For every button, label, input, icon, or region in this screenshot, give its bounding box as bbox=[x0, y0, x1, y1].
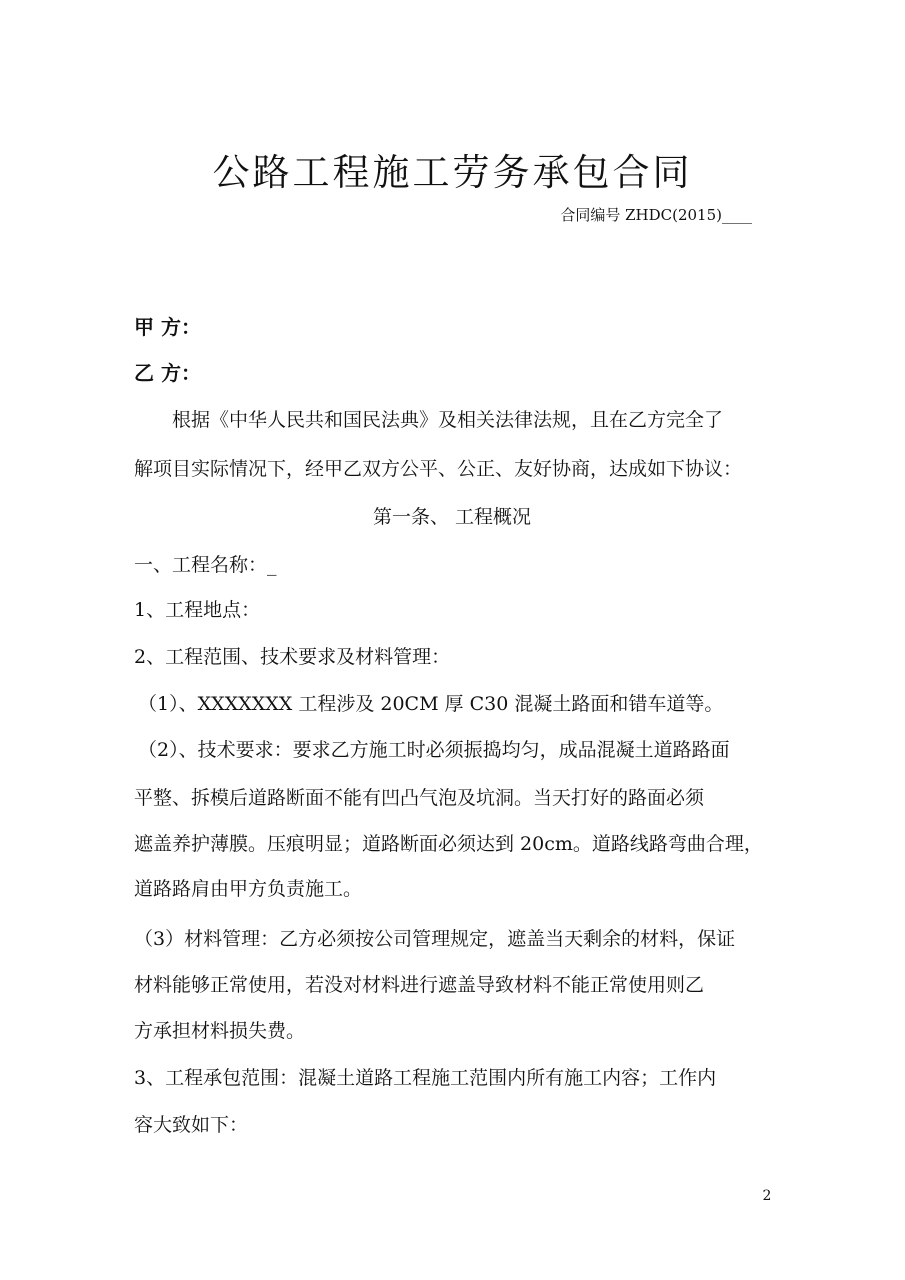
paragraph-line: （2）、技术要求：要求乙方施工时必须振捣均匀，成品混凝土道路路面 bbox=[138, 739, 730, 761]
paragraph-line: 遮盖养护薄膜。压痕明显；道路断面必须达到 20cm。道路线路弯曲合理， bbox=[134, 833, 763, 855]
paragraph-line: 根据《中华人民共和国民法典》及相关法律法规，且在乙方完全了 bbox=[172, 409, 724, 431]
paragraph-line: 3、工程承包范围：混凝土道路工程施工范围内所有施工内容；工作内 bbox=[134, 1067, 717, 1089]
paragraph-line: 解项目实际情况下，经甲乙双方公平、公正、友好协商，达成如下协议： bbox=[134, 458, 743, 480]
paragraph-line: 2、工程范围、技术要求及材料管理： bbox=[134, 646, 451, 668]
party-a-label: 甲 方： bbox=[134, 315, 201, 339]
document-title: 公路工程施工劳务承包合同 bbox=[212, 151, 693, 194]
paragraph-line: 材料能够正常使用，若没对材料进行遮盖导致材料不能正常使用则乙 bbox=[134, 974, 705, 996]
paragraph-line: 方承担材料损失费。 bbox=[134, 1020, 306, 1042]
paragraph-line: 容大致如下： bbox=[134, 1114, 249, 1136]
party-b-label: 乙 方： bbox=[134, 361, 201, 385]
paragraph-line: （3）材料管理：乙方必须按公司管理规定，遮盖当天剩余的材料，保证 bbox=[134, 928, 736, 950]
paragraph-line: 一、工程名称：_ bbox=[134, 554, 277, 576]
paragraph-line: 平整、拆模后道路断面不能有凹凸气泡及坑洞。当天打好的路面必须 bbox=[134, 787, 705, 809]
paragraph-line: 道路路肩由甲方负责施工。 bbox=[134, 878, 363, 900]
paragraph-line: 1、工程地点： bbox=[134, 599, 261, 621]
paragraph-line: （1）、XXXXXXX 工程涉及 20CM 厚 C30 混凝土路面和错车道等。 bbox=[138, 693, 724, 715]
page-number: 2 bbox=[762, 1188, 772, 1204]
contract-number: 合同编号 ZHDC(2015)____ bbox=[560, 206, 752, 224]
article-heading: 第一条、 工程概况 bbox=[372, 506, 532, 528]
